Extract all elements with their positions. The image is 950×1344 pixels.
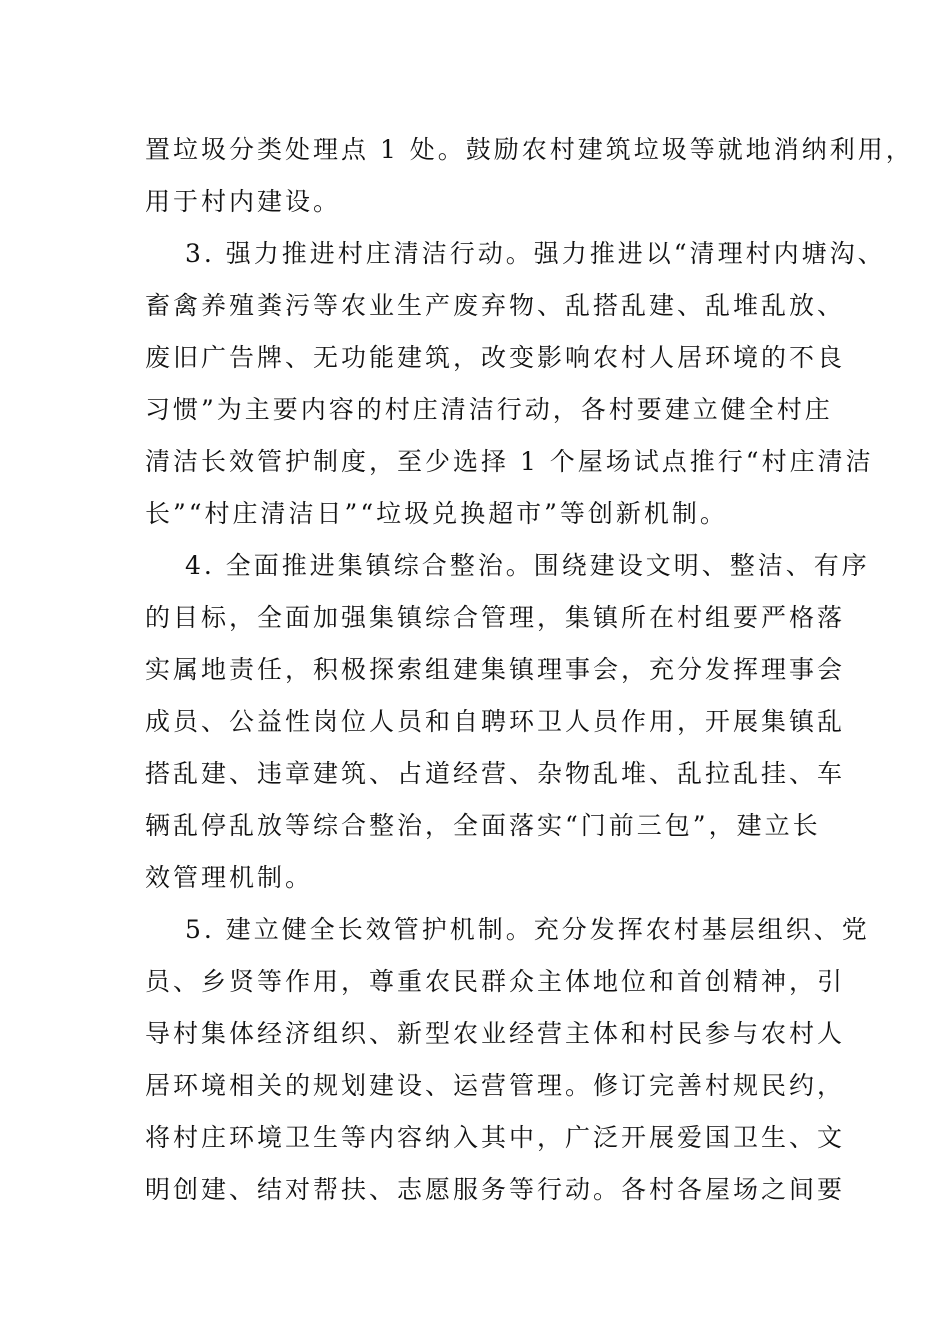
text-line: 习惯”为主要内容的村庄清洁行动，各村要建立健全村庄 — [145, 395, 833, 424]
text-line: 将村庄环境卫生等内容纳入其中，广泛开展爱国卫生、文 — [145, 1123, 846, 1152]
text-line: 的目标，全面加强集镇综合管理，集镇所在村组要严格落 — [145, 603, 846, 632]
text-line: 辆乱停乱放等综合整治，全面落实“门前三包”，建立长 — [145, 811, 821, 840]
text-line: 明创建、结对帮扶、志愿服务等行动。各村各屋场之间要 — [145, 1175, 846, 1204]
paragraph-3-heading-line: 3. 强力推进村庄清洁行动。强力推进以“清理村内塘沟、 — [185, 239, 886, 268]
text-line: 员、乡贤等作用，尊重农民群众主体地位和首创精神，引 — [145, 967, 846, 996]
text-line: 废旧广告牌、无功能建筑，改变影响农村人居环境的不良 — [145, 343, 846, 372]
text-line: 效管理机制。 — [145, 863, 314, 892]
paragraph-4-heading-line: 4. 全面推进集镇综合整治。围绕建设文明、整洁、有序 — [185, 551, 870, 580]
text-line: 实属地责任，积极探索组建集镇理事会，充分发挥理事会 — [145, 655, 846, 684]
text-line: 成员、公益性岗位人员和自聘环卫人员作用，开展集镇乱 — [145, 707, 846, 736]
text-line: 置垃圾分类处理点 1 处。鼓励农村建筑垃圾等就地消纳利用， — [145, 135, 914, 164]
text-line: 用于村内建设。 — [145, 187, 342, 216]
text-line: 畜禽养殖粪污等农业生产废弃物、乱搭乱建、乱堆乱放、 — [145, 291, 846, 320]
text-line: 清洁长效管护制度，至少选择 1 个屋场试点推行“村庄清洁 — [145, 447, 874, 476]
text-line: 搭乱建、违章建筑、占道经营、杂物乱堆、乱拉乱挂、车 — [145, 759, 846, 788]
text-line: 导村集体经济组织、新型农业经营主体和村民参与农村人 — [145, 1019, 846, 1048]
paragraph-5-heading-line: 5. 建立健全长效管护机制。充分发挥农村基层组织、党 — [185, 915, 870, 944]
text-line: 长”“村庄清洁日”“垃圾兑换超市”等创新机制。 — [145, 499, 728, 528]
text-line: 居环境相关的规划建设、运营管理。修订完善村规民约， — [145, 1071, 846, 1100]
